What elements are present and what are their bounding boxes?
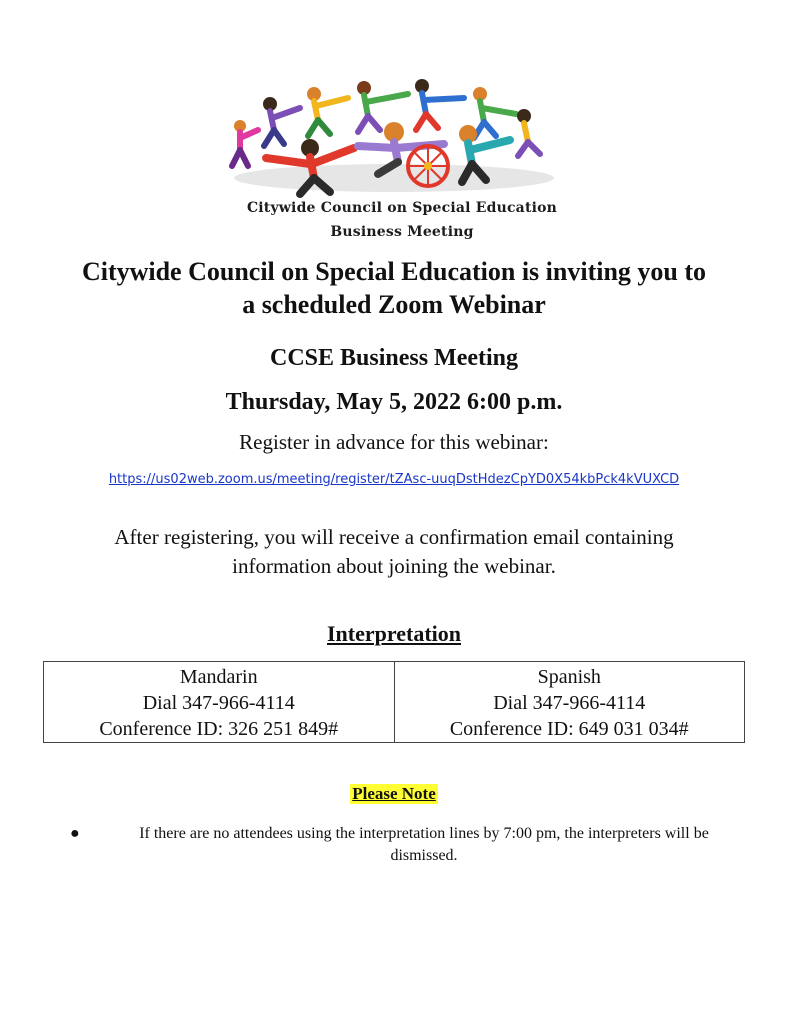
please-note-label: Please Note [352,784,436,803]
confirmation-line-2: information about joining the webinar. [232,554,556,578]
interpretation-heading: Interpretation [326,621,462,646]
meeting-date: Thursday, May 5, 2022 6:00 p.m. [225,389,563,415]
note-line-2: dismissed. [390,847,458,864]
children-circle-logo [218,74,570,200]
register-prompt: Register in advance for this webinar: [239,430,549,454]
dial-number: Dial 347-966-4114 [142,692,295,714]
conference-id: Conference ID: 649 031 034# [449,718,689,740]
headline-line-2: a scheduled Zoom Webinar [242,290,546,319]
invitation-headline [0,255,788,321]
dial-number: Dial 347-966-4114 [493,692,646,714]
confirmation-info [0,523,788,581]
bullet-icon: ● [70,825,80,842]
registration-link[interactable]: https://us02web.zoom.us/meeting/register/tZAsc-uuqDstHdezCpYD0X54kbPck4kVUXCD [108,472,680,487]
interpretation-cell-mandarin [44,662,395,743]
please-note-wrap [0,784,788,804]
interpretation-table [43,661,745,743]
logo-caption-title: Citywide Council on Special Education [246,200,558,216]
conference-id: Conference ID: 326 251 849# [99,718,339,740]
language-label: Mandarin [179,666,258,688]
logo-caption-subtitle: Business Meeting [330,224,474,240]
language-label: Spanish [537,666,601,688]
meeting-name: CCSE Business Meeting [269,345,519,371]
table-row [44,662,745,743]
interpretation-cell-spanish [394,662,745,743]
confirmation-line-1: After registering, you will receive a confirmation email containing [114,525,674,549]
note-line-1: If there are no attendees using the interpretation lines by 7:00 pm, the interpreters will be [139,825,709,842]
headline-line-1: Citywide Council on Special Education is inviting you to [81,257,707,286]
note-bullet-text [94,823,754,867]
